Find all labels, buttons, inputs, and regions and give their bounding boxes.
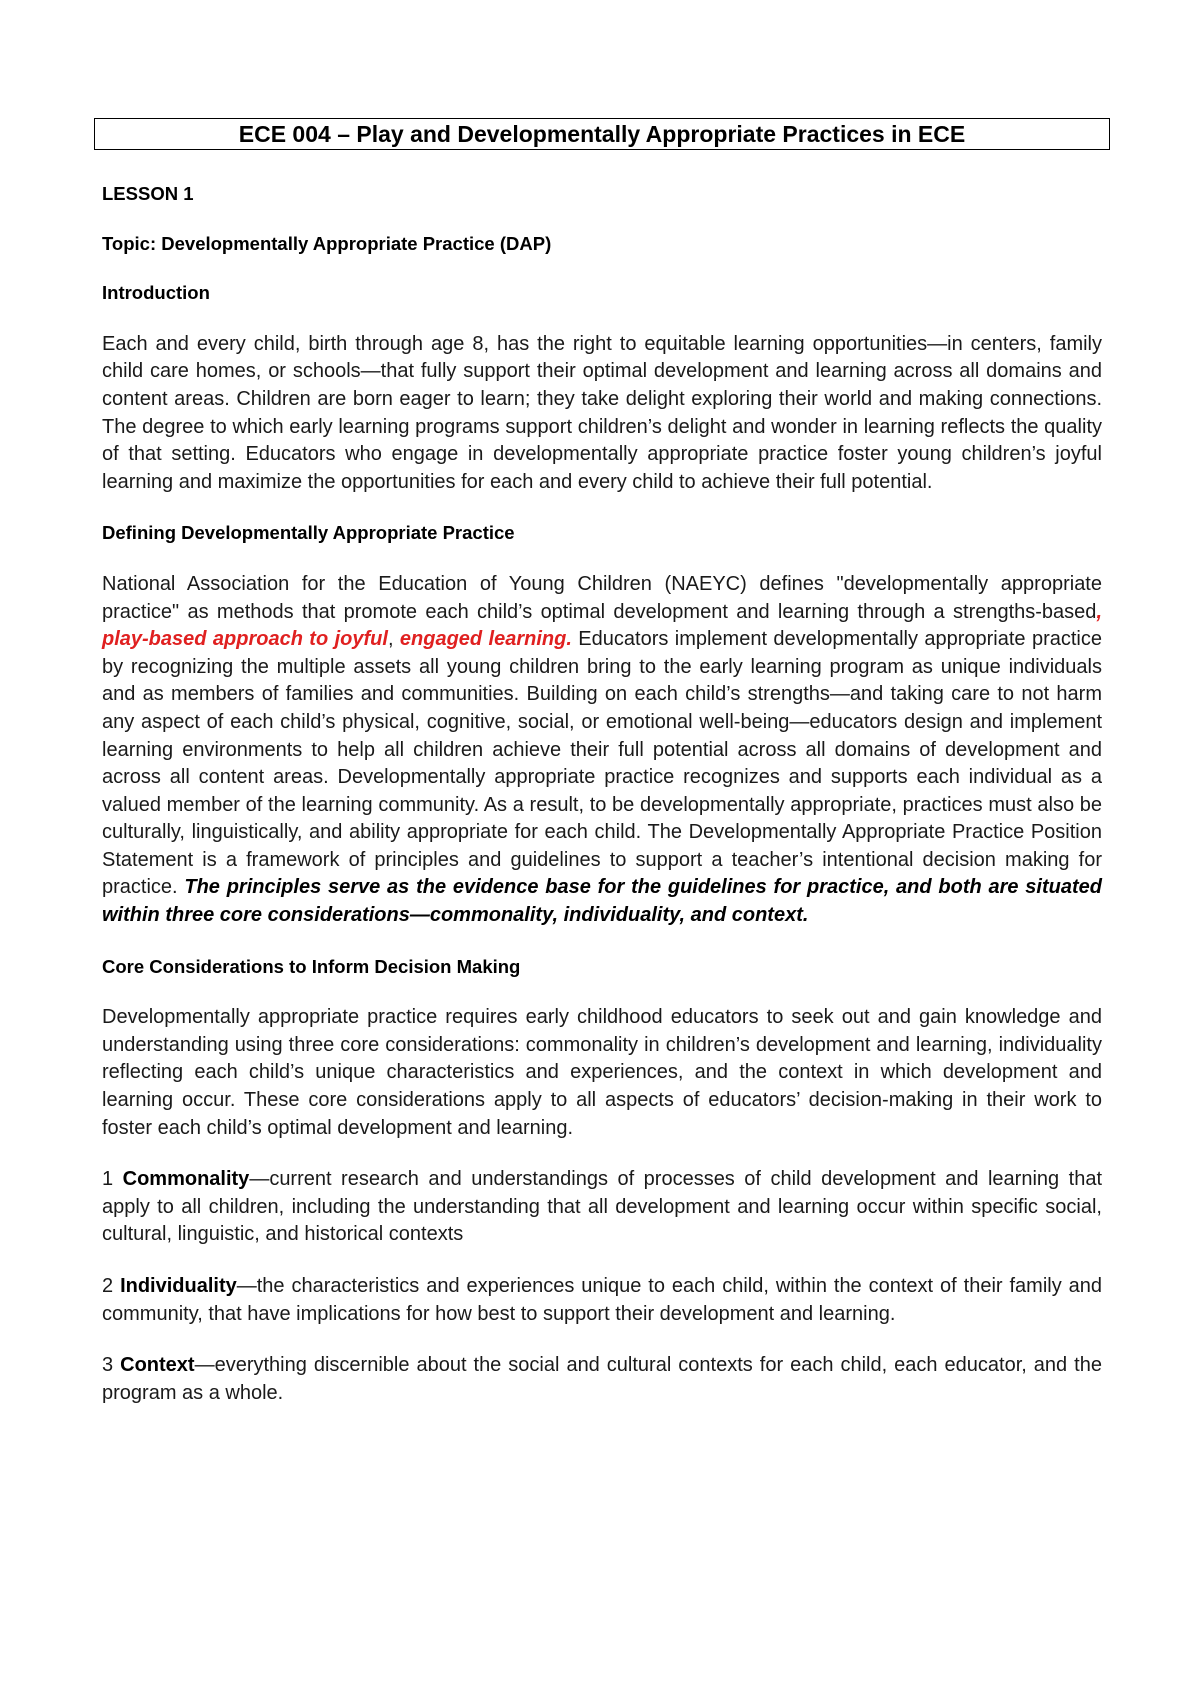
consideration-text: —the characteristics and experiences unique to each child, within the context of their family and community, that have implications for how best to support their development and learning. [102,1275,1103,1325]
consideration-context [102,1352,1102,1407]
consideration-text: —current research and understandings of processes of child development and learning that apply to all children, including the understanding that all development and learning occur within specific social, cultural, linguistic, and historical contexts [102,1168,1102,1246]
highlight-engaged-learning: engaged learning. [399,628,572,651]
consideration-term: Individuality [120,1275,237,1297]
consideration-term: Context [120,1354,195,1377]
defining-text-2: Educators implement developmentally appropriate practice by recognizing the multiple assets all young children bring to the early learning program as unique individuals and as members of families and communities. Building on each child’s strengths—and taking care to not harm any aspect of each child’s physical, cognitive, social, or emotional well-being—educators design and implement learning environments to help all children achieve their full potential across all domains of development and across all content areas. Developmentally appropriate practice recognizes and supports each individual as a valued member of the learning community. As a result, to be developmentally appropriate, practices must also be culturally, linguistically, and ability appropriate for each child. The Developmentally Appropriate Practice Position Statement is a framework of principles and guidelines to support a teacher’s intentional decision making for practice. [102,628,1102,899]
consideration-number: 1 [102,1168,123,1191]
document-title: ECE 004 – Play and Developmentally Appropriate Practices in ECE [94,118,1110,150]
consideration-term: Commonality [122,1168,250,1191]
comma-separator: , [387,628,394,651]
document-body [102,180,1102,1407]
lesson-label: LESSON 1 [102,183,194,204]
consideration-text: —everything discernible about the social and cultural contexts for each child, each educator, and the program as a whole. [102,1354,1102,1404]
core-heading: Core Considerations to Inform Decision Making [102,955,521,977]
defining-heading: Defining Developmentally Appropriate Practice [102,522,515,544]
intro-heading: Introduction [102,282,210,304]
topic-heading: Topic: Developmentally Appropriate Practice (DAP) [102,232,552,254]
core-paragraph: Developmentally appropriate practice requires early childhood educators to seek out and gain knowledge and understanding using three core considerations: commonality in children’s development and learning, individuality reflecting each child’s unique characteristics and experiences, and the context in which development and learning occur. These core considerations apply to all aspects of educators’ decision-making in their work to foster each child’s optimal development and learning. [102,1006,1102,1139]
consideration-commonality [102,1166,1102,1249]
consideration-number: 2 [102,1275,121,1297]
consideration-number: 3 [102,1354,121,1377]
defining-text-1: National Association for the Education of Young Children (NAEYC) defines "developmentally appropriate practice" as methods that promote each child’s optimal development and learning through a strengths-based [102,572,1102,623]
principles-emphasis: The principles serve as the evidence base for the guidelines for practice, and both are situated within three core considerations—commonality, individuality, and context. [102,876,1102,927]
intro-paragraph: Each and every child, birth through age 8, has the right to equitable learning opportunities—in centers, family child care homes, or schools—that fully support their optimal development and learning across all domains and content areas. Children are born eager to learn; they take delight exploring their world and making connections. The degree to which early learning programs support children’s delight and wonder in learning reflects the quality of that setting. Educators who engage in developmentally appropriate practice foster young children’s joyful learning and maximize the opportunities for each and every child to achieve their full potential. [102,332,1102,493]
defining-paragraph [102,571,1102,930]
highlight-play-based: , play-based approach to joyful [102,600,1102,651]
consideration-individuality [102,1273,1102,1328]
